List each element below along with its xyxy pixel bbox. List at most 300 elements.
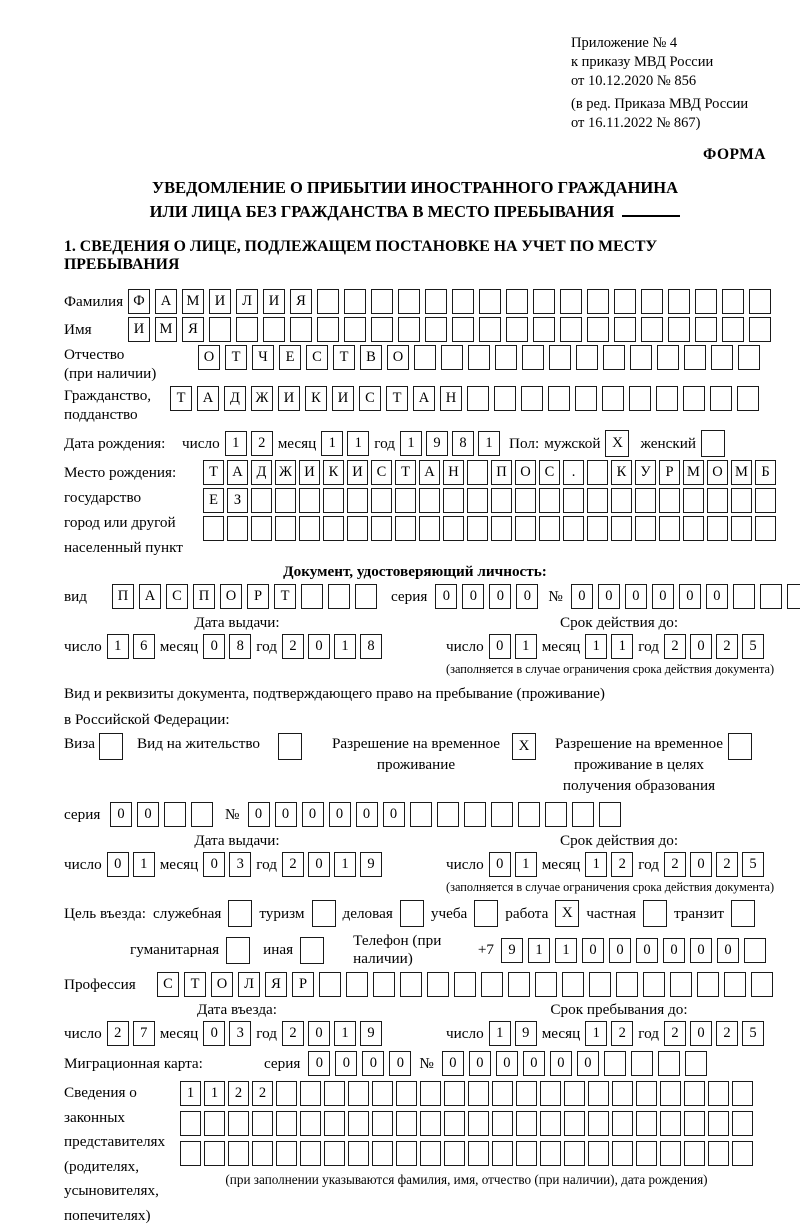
char-cell[interactable]: 9 [360, 1021, 382, 1046]
char-cell[interactable] [660, 1111, 681, 1136]
char-cell[interactable]: Т [333, 345, 355, 370]
char-cell[interactable] [491, 802, 513, 827]
char-cell[interactable] [612, 1111, 633, 1136]
char-cell[interactable] [347, 516, 368, 541]
char-cell[interactable] [560, 317, 582, 342]
char-cell[interactable] [722, 289, 744, 314]
char-cell[interactable]: М [155, 317, 177, 342]
char-cell[interactable] [572, 802, 594, 827]
char-cell[interactable] [731, 516, 752, 541]
char-cell[interactable]: 0 [489, 634, 511, 659]
char-cell[interactable] [732, 1111, 753, 1136]
char-cell[interactable] [744, 938, 766, 963]
char-cell[interactable] [348, 1141, 369, 1166]
char-cell[interactable]: 0 [625, 584, 647, 609]
char-cell[interactable]: Е [279, 345, 301, 370]
char-cell[interactable]: 2 [611, 1021, 633, 1046]
char-cell[interactable] [203, 516, 224, 541]
char-cell[interactable]: 1 [515, 634, 537, 659]
char-cell[interactable]: К [323, 460, 344, 485]
char-cell[interactable]: 9 [426, 431, 448, 456]
char-cell[interactable] [492, 1141, 513, 1166]
char-cell[interactable] [236, 317, 258, 342]
char-cell[interactable]: 1 [611, 634, 633, 659]
char-cell[interactable] [641, 289, 663, 314]
char-cell[interactable]: 0 [335, 1051, 357, 1076]
char-cell[interactable] [636, 1111, 657, 1136]
char-cell[interactable] [371, 488, 392, 513]
purpose-transit-checkbox[interactable] [731, 900, 755, 927]
char-cell[interactable] [491, 488, 512, 513]
char-cell[interactable]: 0 [690, 634, 712, 659]
char-cell[interactable]: 1 [585, 634, 607, 659]
char-cell[interactable] [251, 516, 272, 541]
char-cell[interactable] [755, 488, 776, 513]
char-cell[interactable]: 2 [251, 431, 273, 456]
char-cell[interactable]: 0 [496, 1051, 518, 1076]
char-cell[interactable]: Б [755, 460, 776, 485]
char-cell[interactable] [587, 516, 608, 541]
char-cell[interactable] [668, 317, 690, 342]
char-cell[interactable] [372, 1081, 393, 1106]
char-cell[interactable]: 0 [577, 1051, 599, 1076]
purpose-tourism-checkbox[interactable] [312, 900, 336, 927]
char-cell[interactable] [491, 516, 512, 541]
char-cell[interactable] [479, 317, 501, 342]
char-cell[interactable] [685, 1051, 707, 1076]
char-cell[interactable] [419, 488, 440, 513]
char-cell[interactable] [602, 386, 624, 411]
char-cell[interactable] [684, 1141, 705, 1166]
char-cell[interactable] [659, 516, 680, 541]
char-cell[interactable] [684, 345, 706, 370]
char-cell[interactable] [346, 972, 368, 997]
char-cell[interactable]: 1 [334, 634, 356, 659]
char-cell[interactable]: С [359, 386, 381, 411]
char-cell[interactable]: 0 [582, 938, 604, 963]
char-cell[interactable] [317, 317, 339, 342]
char-cell[interactable]: 9 [515, 1021, 537, 1046]
char-cell[interactable] [444, 1111, 465, 1136]
purpose-study-checkbox[interactable] [474, 900, 498, 927]
char-cell[interactable] [562, 972, 584, 997]
char-cell[interactable] [347, 488, 368, 513]
char-cell[interactable] [400, 972, 422, 997]
char-cell[interactable] [755, 516, 776, 541]
char-cell[interactable] [452, 317, 474, 342]
char-cell[interactable]: . [563, 460, 584, 485]
char-cell[interactable] [324, 1141, 345, 1166]
char-cell[interactable]: П [112, 584, 134, 609]
char-cell[interactable] [396, 1081, 417, 1106]
char-cell[interactable]: 0 [308, 1051, 330, 1076]
char-cell[interactable]: 8 [452, 431, 474, 456]
char-cell[interactable]: 1 [585, 1021, 607, 1046]
char-cell[interactable]: 2 [664, 1021, 686, 1046]
char-cell[interactable]: И [299, 460, 320, 485]
char-cell[interactable]: 2 [107, 1021, 129, 1046]
char-cell[interactable]: 9 [501, 938, 523, 963]
char-cell[interactable] [425, 317, 447, 342]
char-cell[interactable] [395, 488, 416, 513]
char-cell[interactable] [540, 1081, 561, 1106]
char-cell[interactable] [587, 488, 608, 513]
char-cell[interactable] [549, 345, 571, 370]
char-cell[interactable] [599, 802, 621, 827]
char-cell[interactable]: 0 [383, 802, 405, 827]
char-cell[interactable]: М [731, 460, 752, 485]
char-cell[interactable] [588, 1111, 609, 1136]
char-cell[interactable]: Я [265, 972, 287, 997]
char-cell[interactable] [564, 1141, 585, 1166]
char-cell[interactable] [324, 1081, 345, 1106]
char-cell[interactable] [228, 1111, 249, 1136]
char-cell[interactable] [492, 1081, 513, 1106]
char-cell[interactable] [731, 488, 752, 513]
char-cell[interactable] [760, 584, 782, 609]
char-cell[interactable]: 1 [515, 852, 537, 877]
char-cell[interactable] [299, 488, 320, 513]
char-cell[interactable]: 2 [228, 1081, 249, 1106]
char-cell[interactable]: А [197, 386, 219, 411]
char-cell[interactable]: 3 [229, 852, 251, 877]
char-cell[interactable] [275, 516, 296, 541]
char-cell[interactable] [516, 1111, 537, 1136]
char-cell[interactable] [209, 317, 231, 342]
char-cell[interactable]: О [198, 345, 220, 370]
char-cell[interactable]: 0 [609, 938, 631, 963]
char-cell[interactable]: Л [236, 289, 258, 314]
char-cell[interactable]: О [220, 584, 242, 609]
char-cell[interactable] [319, 972, 341, 997]
char-cell[interactable]: 1 [347, 431, 369, 456]
char-cell[interactable] [468, 1081, 489, 1106]
char-cell[interactable]: У [635, 460, 656, 485]
char-cell[interactable]: 0 [523, 1051, 545, 1076]
char-cell[interactable]: 1 [180, 1081, 201, 1106]
char-cell[interactable]: Д [251, 460, 272, 485]
char-cell[interactable]: 1 [321, 431, 343, 456]
char-cell[interactable]: Т [386, 386, 408, 411]
char-cell[interactable] [660, 1081, 681, 1106]
char-cell[interactable]: Л [238, 972, 260, 997]
char-cell[interactable] [635, 488, 656, 513]
char-cell[interactable]: 1 [204, 1081, 225, 1106]
char-cell[interactable]: 2 [664, 852, 686, 877]
char-cell[interactable]: О [707, 460, 728, 485]
char-cell[interactable] [372, 1141, 393, 1166]
char-cell[interactable] [733, 584, 755, 609]
char-cell[interactable] [684, 1081, 705, 1106]
char-cell[interactable] [749, 289, 771, 314]
char-cell[interactable]: 0 [435, 584, 457, 609]
char-cell[interactable]: Р [292, 972, 314, 997]
char-cell[interactable] [328, 584, 350, 609]
char-cell[interactable] [371, 516, 392, 541]
char-cell[interactable]: 0 [690, 938, 712, 963]
char-cell[interactable] [575, 386, 597, 411]
char-cell[interactable]: 0 [550, 1051, 572, 1076]
char-cell[interactable] [658, 1051, 680, 1076]
char-cell[interactable] [683, 516, 704, 541]
char-cell[interactable] [710, 386, 732, 411]
char-cell[interactable]: 0 [362, 1051, 384, 1076]
char-cell[interactable] [564, 1081, 585, 1106]
char-cell[interactable]: Д [224, 386, 246, 411]
char-cell[interactable] [252, 1111, 273, 1136]
char-cell[interactable]: И [332, 386, 354, 411]
char-cell[interactable]: 0 [462, 584, 484, 609]
char-cell[interactable] [641, 317, 663, 342]
char-cell[interactable] [631, 1051, 653, 1076]
char-cell[interactable] [299, 516, 320, 541]
char-cell[interactable] [371, 317, 393, 342]
char-cell[interactable]: 0 [652, 584, 674, 609]
char-cell[interactable]: Ж [251, 386, 273, 411]
char-cell[interactable] [563, 488, 584, 513]
char-cell[interactable] [348, 1111, 369, 1136]
purpose-business-checkbox[interactable] [400, 900, 424, 927]
char-cell[interactable]: А [139, 584, 161, 609]
char-cell[interactable]: С [539, 460, 560, 485]
char-cell[interactable]: 0 [302, 802, 324, 827]
char-cell[interactable] [420, 1141, 441, 1166]
char-cell[interactable]: 1 [334, 1021, 356, 1046]
char-cell[interactable]: 2 [664, 634, 686, 659]
char-cell[interactable] [611, 488, 632, 513]
char-cell[interactable] [180, 1111, 201, 1136]
char-cell[interactable] [697, 972, 719, 997]
char-cell[interactable]: П [193, 584, 215, 609]
char-cell[interactable] [419, 516, 440, 541]
char-cell[interactable] [603, 345, 625, 370]
char-cell[interactable]: 1 [225, 431, 247, 456]
char-cell[interactable] [589, 972, 611, 997]
char-cell[interactable]: С [306, 345, 328, 370]
char-cell[interactable]: Е [203, 488, 224, 513]
char-cell[interactable] [636, 1081, 657, 1106]
char-cell[interactable] [495, 345, 517, 370]
char-cell[interactable] [204, 1111, 225, 1136]
char-cell[interactable] [545, 802, 567, 827]
char-cell[interactable] [604, 1051, 626, 1076]
char-cell[interactable]: О [515, 460, 536, 485]
char-cell[interactable] [516, 1081, 537, 1106]
char-cell[interactable]: 8 [229, 634, 251, 659]
char-cell[interactable] [410, 802, 432, 827]
char-cell[interactable] [323, 488, 344, 513]
char-cell[interactable]: П [491, 460, 512, 485]
char-cell[interactable] [587, 460, 608, 485]
char-cell[interactable]: 2 [611, 852, 633, 877]
char-cell[interactable] [276, 1141, 297, 1166]
char-cell[interactable] [506, 317, 528, 342]
char-cell[interactable] [539, 488, 560, 513]
char-cell[interactable] [684, 1111, 705, 1136]
char-cell[interactable] [518, 802, 540, 827]
char-cell[interactable]: 0 [203, 1021, 225, 1046]
residence-permit-checkbox[interactable] [278, 733, 302, 760]
purpose-other-checkbox[interactable] [300, 937, 324, 964]
char-cell[interactable] [535, 972, 557, 997]
char-cell[interactable]: 1 [133, 852, 155, 877]
char-cell[interactable] [635, 516, 656, 541]
char-cell[interactable] [427, 972, 449, 997]
char-cell[interactable] [670, 972, 692, 997]
char-cell[interactable] [616, 972, 638, 997]
char-cell[interactable]: 0 [275, 802, 297, 827]
char-cell[interactable] [443, 516, 464, 541]
char-cell[interactable]: В [360, 345, 382, 370]
char-cell[interactable] [444, 1081, 465, 1106]
char-cell[interactable]: С [166, 584, 188, 609]
char-cell[interactable] [398, 289, 420, 314]
char-cell[interactable]: 5 [742, 634, 764, 659]
char-cell[interactable] [629, 386, 651, 411]
char-cell[interactable]: Ч [252, 345, 274, 370]
char-cell[interactable] [479, 289, 501, 314]
char-cell[interactable]: И [128, 317, 150, 342]
char-cell[interactable] [540, 1141, 561, 1166]
char-cell[interactable]: 1 [489, 1021, 511, 1046]
char-cell[interactable] [564, 1111, 585, 1136]
char-cell[interactable]: 1 [528, 938, 550, 963]
char-cell[interactable] [668, 289, 690, 314]
char-cell[interactable] [344, 289, 366, 314]
char-cell[interactable] [751, 972, 773, 997]
char-cell[interactable]: 2 [252, 1081, 273, 1106]
char-cell[interactable] [276, 1111, 297, 1136]
char-cell[interactable]: 0 [489, 852, 511, 877]
char-cell[interactable] [611, 516, 632, 541]
char-cell[interactable]: 0 [690, 1021, 712, 1046]
char-cell[interactable]: 2 [716, 1021, 738, 1046]
char-cell[interactable] [588, 1141, 609, 1166]
purpose-official-checkbox[interactable] [228, 900, 252, 927]
char-cell[interactable] [348, 1081, 369, 1106]
char-cell[interactable] [749, 317, 771, 342]
char-cell[interactable] [515, 488, 536, 513]
char-cell[interactable]: И [278, 386, 300, 411]
char-cell[interactable] [708, 1141, 729, 1166]
char-cell[interactable] [437, 802, 459, 827]
char-cell[interactable] [548, 386, 570, 411]
char-cell[interactable] [659, 488, 680, 513]
male-checkbox[interactable]: X [605, 430, 629, 457]
char-cell[interactable]: О [387, 345, 409, 370]
char-cell[interactable]: 1 [478, 431, 500, 456]
female-checkbox[interactable] [701, 430, 725, 457]
char-cell[interactable]: 0 [489, 584, 511, 609]
char-cell[interactable]: 0 [717, 938, 739, 963]
char-cell[interactable] [371, 289, 393, 314]
char-cell[interactable] [191, 802, 213, 827]
char-cell[interactable] [722, 317, 744, 342]
char-cell[interactable]: 0 [442, 1051, 464, 1076]
char-cell[interactable] [420, 1081, 441, 1106]
char-cell[interactable]: 9 [360, 852, 382, 877]
char-cell[interactable]: 0 [308, 634, 330, 659]
char-cell[interactable] [396, 1141, 417, 1166]
char-cell[interactable] [494, 386, 516, 411]
char-cell[interactable] [587, 317, 609, 342]
char-cell[interactable]: С [371, 460, 392, 485]
char-cell[interactable]: М [683, 460, 704, 485]
char-cell[interactable] [683, 488, 704, 513]
char-cell[interactable]: Т [395, 460, 416, 485]
char-cell[interactable] [707, 488, 728, 513]
char-cell[interactable]: А [155, 289, 177, 314]
char-cell[interactable]: Н [440, 386, 462, 411]
char-cell[interactable]: О [211, 972, 233, 997]
char-cell[interactable] [660, 1141, 681, 1166]
char-cell[interactable] [506, 289, 528, 314]
char-cell[interactable] [508, 972, 530, 997]
char-cell[interactable] [707, 516, 728, 541]
char-cell[interactable] [344, 317, 366, 342]
char-cell[interactable] [180, 1141, 201, 1166]
char-cell[interactable] [414, 345, 436, 370]
char-cell[interactable]: 0 [356, 802, 378, 827]
char-cell[interactable] [563, 516, 584, 541]
char-cell[interactable]: 6 [133, 634, 155, 659]
char-cell[interactable]: 0 [137, 802, 159, 827]
char-cell[interactable] [695, 289, 717, 314]
char-cell[interactable] [522, 345, 544, 370]
char-cell[interactable] [468, 1111, 489, 1136]
char-cell[interactable]: 0 [663, 938, 685, 963]
char-cell[interactable] [614, 317, 636, 342]
char-cell[interactable]: 0 [679, 584, 701, 609]
char-cell[interactable] [263, 317, 285, 342]
char-cell[interactable] [612, 1081, 633, 1106]
char-cell[interactable]: Я [290, 289, 312, 314]
char-cell[interactable]: 0 [706, 584, 728, 609]
char-cell[interactable]: 0 [308, 1021, 330, 1046]
char-cell[interactable]: 0 [516, 584, 538, 609]
char-cell[interactable]: Я [182, 317, 204, 342]
char-cell[interactable] [454, 972, 476, 997]
char-cell[interactable] [630, 345, 652, 370]
char-cell[interactable]: А [227, 460, 248, 485]
char-cell[interactable]: 7 [133, 1021, 155, 1046]
char-cell[interactable] [539, 516, 560, 541]
char-cell[interactable] [587, 289, 609, 314]
char-cell[interactable] [560, 289, 582, 314]
char-cell[interactable] [251, 488, 272, 513]
char-cell[interactable]: 3 [229, 1021, 251, 1046]
char-cell[interactable]: 0 [203, 634, 225, 659]
char-cell[interactable] [708, 1111, 729, 1136]
char-cell[interactable]: 0 [469, 1051, 491, 1076]
char-cell[interactable]: А [413, 386, 435, 411]
char-cell[interactable] [636, 1141, 657, 1166]
char-cell[interactable]: А [419, 460, 440, 485]
char-cell[interactable] [300, 1081, 321, 1106]
char-cell[interactable]: М [182, 289, 204, 314]
char-cell[interactable]: 0 [598, 584, 620, 609]
char-cell[interactable] [252, 1141, 273, 1166]
char-cell[interactable]: И [263, 289, 285, 314]
char-cell[interactable] [467, 386, 489, 411]
char-cell[interactable] [420, 1111, 441, 1136]
char-cell[interactable] [657, 345, 679, 370]
char-cell[interactable] [323, 516, 344, 541]
char-cell[interactable] [643, 972, 665, 997]
char-cell[interactable] [708, 1081, 729, 1106]
char-cell[interactable] [227, 516, 248, 541]
char-cell[interactable]: 0 [203, 852, 225, 877]
